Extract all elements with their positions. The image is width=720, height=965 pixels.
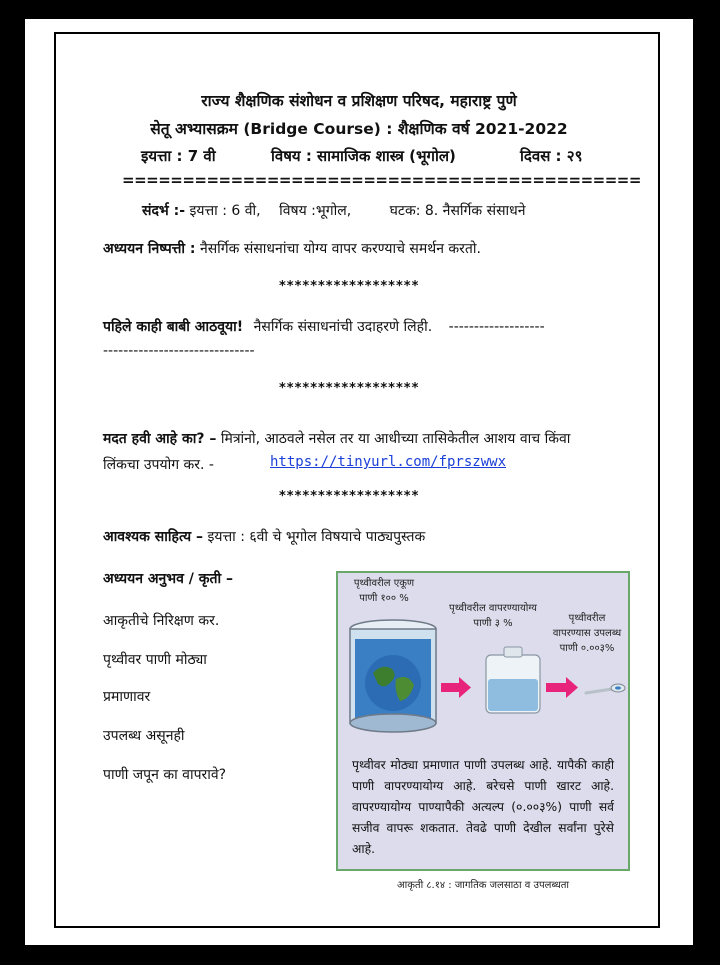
materials-label: आवश्यक साहित्य – (103, 529, 203, 545)
label-total-water: पृथ्वीवरील एकूण पाणी १०० % (353, 578, 415, 604)
label-available-water: पृथ्वीवरील वापरण्यास उपलब्ध पाणी ०.००३% (552, 613, 622, 654)
help-row-2 (103, 455, 214, 474)
activity-line-2: पृथ्वीवर पाणी मोठ्या (103, 652, 207, 668)
stars-divider-1: ****************** (279, 279, 420, 294)
separator-line: =========================================== (122, 171, 641, 189)
materials-row (103, 527, 425, 546)
arrow-icon (441, 677, 471, 698)
header-day: दिवस : २९ (520, 147, 583, 165)
help-row (103, 429, 570, 448)
header-class: इयत्ता : 7 वी (141, 147, 216, 165)
header-subject: विषय : सामाजिक शास्त्र (भूगोल) (271, 147, 456, 165)
stars-divider-3: ****************** (279, 489, 420, 504)
activity-label: अध्ययन अनुभव / कृती – (103, 571, 234, 587)
figure-caption: आकृती ८.१४ : जागतिक जलसाठा व उपलब्धता (396, 880, 570, 891)
recall-answer-line-2: ------------------------------ (103, 343, 255, 359)
reference-subject: विषय :भूगोल, (279, 203, 352, 219)
recall-row (103, 317, 545, 336)
recall-answer-line: ------------------- (448, 319, 545, 335)
label-usable-water: पृथ्वीवरील वापरण्यायोग्य पाणी ३ % (449, 603, 537, 629)
water-jug-icon (486, 647, 540, 713)
learning-outcome (103, 239, 481, 258)
activity-line-5: पाणी जपून का वापरावे? (103, 767, 227, 783)
header-course-year: सेतू अभ्यासक्रम (Bridge Course) : शैक्षणिक वर्ष 2021-2022 (150, 120, 568, 138)
figure-description: पृथ्वीवर मोठ्या प्रमाणात पाणी उपलब्ध आहे. यापैकी काही पाणी वापरण्यायोग्य आहे. बरेचसे पाणी खारट आहे. वापरण्यायोग्य पाण्यापैकी अत्यल्प (०.००३%) पाणी सर्व सजीव वापरू शकतात. तेवढे पाणी देखील सर्वांना पुरेसे आहे. (352, 758, 614, 856)
help-label: मदत हवी आहे का? – (103, 431, 217, 447)
water-diagram (338, 613, 628, 743)
activity-line-3: प्रमाणावर (103, 689, 151, 705)
reference-label: संदर्भ :- (142, 203, 186, 219)
recall-label: पहिले काही बाबी आठवूया! (103, 319, 244, 335)
help-link[interactable]: https://tinyurl.com/fprszwwx (270, 454, 507, 470)
spoon-icon (586, 684, 625, 693)
reference-class: इयत्ता : 6 वी, (189, 203, 261, 219)
reference-row (142, 201, 526, 220)
activity-line-1: आकृतीचे निरिक्षण कर. (103, 613, 220, 629)
stars-divider-2: ****************** (279, 381, 420, 396)
outcome-label: अध्ययन निष्पत्ती : (103, 241, 196, 257)
header-organization: राज्य शैक्षणिक संशोधन व प्रशिक्षण परिषद, महाराष्ट्र पुणे (201, 92, 517, 110)
arrow-icon (546, 677, 578, 698)
earth-globe-icon (365, 655, 421, 711)
water-availability-figure (336, 571, 630, 871)
help-text-2: लिंकचा उपयोग कर. - (103, 457, 214, 473)
reference-unit: घटक: 8. नैसर्गिक संसाधने (389, 203, 526, 219)
help-text: मित्रांनो, आठवले नसेल तर या आधीच्या तासिकेतील आशय वाच किंवा (220, 431, 571, 447)
materials-text: इयत्ता : ६वी चे भूगोल विषयाचे पाठ्यपुस्तक (207, 529, 426, 545)
recall-text: नैसर्गिक संसाधनांची उदाहरणे लिही. (253, 319, 433, 335)
activity-line-4: उपलब्ध असूनही (103, 728, 185, 744)
outcome-text: नैसर्गिक संसाधनांचा योग्य वापर करण्याचे समर्थन करतो. (199, 241, 481, 257)
worksheet-page (25, 19, 693, 945)
